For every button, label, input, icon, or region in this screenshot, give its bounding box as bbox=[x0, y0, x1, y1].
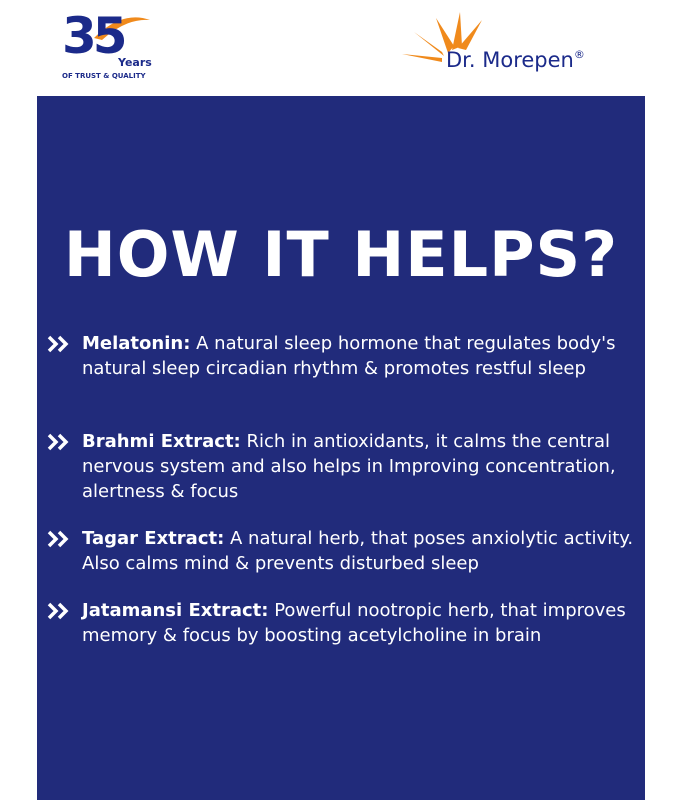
item-text: Melatonin: A natural sleep hormone that regulates body's natural sleep circadian rhythm & promotes restful sleep bbox=[82, 333, 616, 379]
info-panel bbox=[37, 96, 645, 800]
badge-years: Years bbox=[118, 56, 152, 69]
double-chevron-right-icon bbox=[47, 334, 75, 354]
anniversary-badge bbox=[62, 8, 172, 86]
double-chevron-right-icon bbox=[47, 432, 75, 452]
brand-logo bbox=[398, 8, 643, 78]
badge-tagline: OF TRUST & QUALITY bbox=[62, 72, 146, 80]
item-text: Jatamansi Extract: Powerful nootropic herb, that improves memory & focus by boosting acetylcholine in brain bbox=[82, 600, 626, 646]
item-text: Brahmi Extract: Rich in antioxidants, it calms the central nervous system and also helps in Improving concentration, alertness & focus bbox=[82, 431, 616, 502]
brand-name: Dr. Morepen® bbox=[446, 48, 585, 72]
headline: HOW IT HELPS? bbox=[63, 218, 619, 291]
double-chevron-right-icon bbox=[47, 529, 75, 549]
badge-number: 35 bbox=[62, 7, 124, 65]
registered-mark: ® bbox=[573, 48, 585, 61]
header bbox=[0, 0, 683, 96]
double-chevron-right-icon bbox=[47, 601, 75, 621]
item-text: Tagar Extract: A natural herb, that poses anxiolytic activity. Also calms mind & prevents disturbed sleep bbox=[82, 528, 634, 574]
